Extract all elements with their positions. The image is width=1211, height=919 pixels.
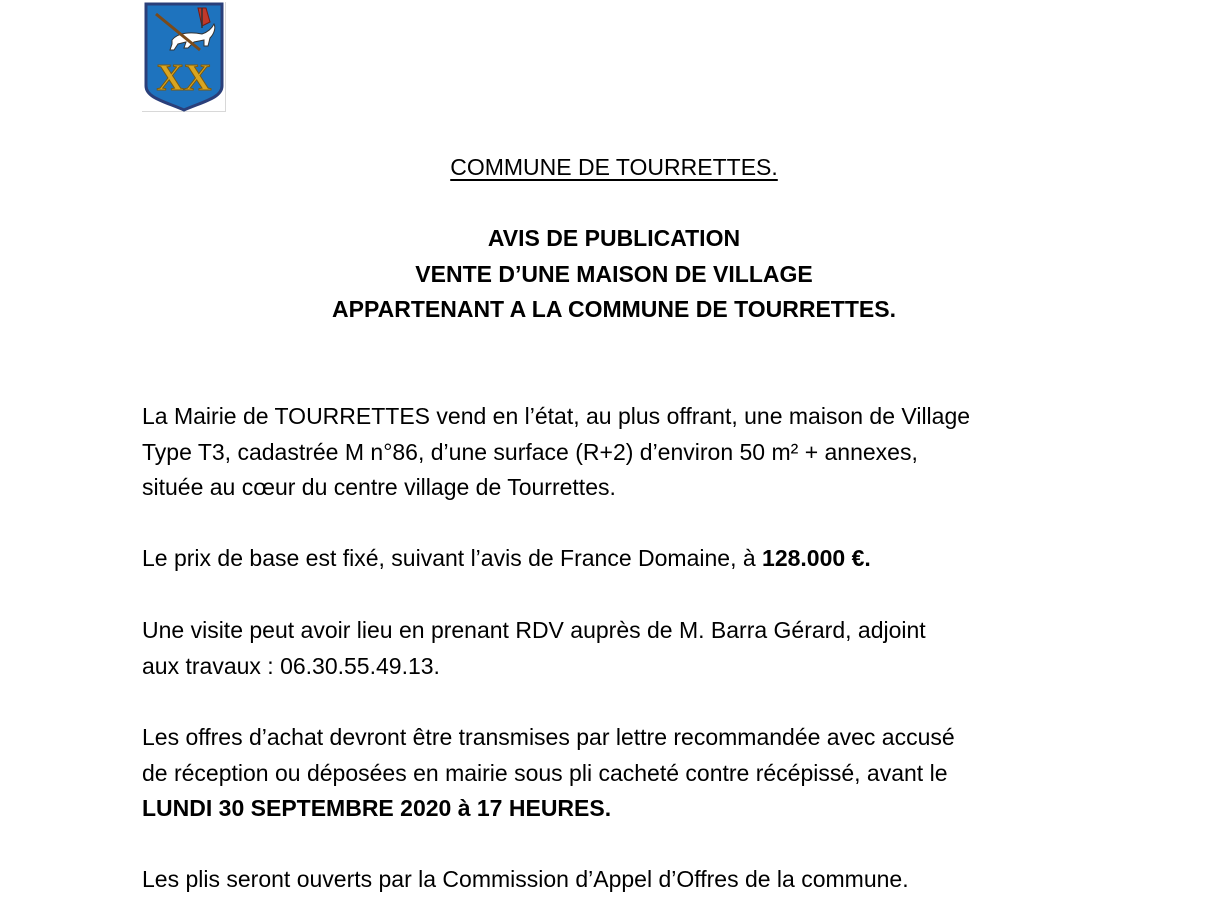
notice-title-line-1: AVIS DE PUBLICATION [487, 225, 741, 251]
paragraph-line: aux travaux : 06.30.55.49.13. [142, 652, 440, 679]
paragraph-line: de réception ou déposées en mairie sous pli cacheté contre récépissé, avant le [142, 759, 948, 786]
paragraph-base-price [142, 541, 1102, 577]
paragraph-opening-commission [142, 862, 1102, 898]
price-intro-text: Le prix de base est fixé, suivant l’avis de France Domaine, à [142, 545, 763, 571]
paragraph-line: Les offres d’achat devront être transmises par lettre recommandée avec accusé [142, 724, 955, 750]
paragraph-line: La Mairie de TOURRETTES vend en l’état, au plus offrant, une maison de Village [142, 403, 971, 429]
notice-title [0, 221, 1211, 328]
paragraph-offer-submission [142, 720, 1102, 827]
commune-heading: COMMUNE DE TOURRETTES. [450, 154, 778, 180]
paragraph-line: Type T3, cadastrée M n°86, d’une surface (R+2) d’environ 50 m² + annexes, [142, 438, 918, 465]
paragraph-visit-contact [142, 613, 1102, 684]
paragraph-line: située au cœur du centre village de Tourrettes. [142, 474, 616, 501]
paragraph-line: Une visite peut avoir lieu en prenant RDV auprès de M. Barra Gérard, adjoint [142, 617, 926, 643]
svg-text:XX: XX [156, 57, 212, 99]
coat-of-arms-icon [142, 2, 226, 112]
notice-title-line-2: VENTE D’UNE MAISON DE VILLAGE [415, 260, 813, 287]
notice-title-line-3: APPARTENANT A LA COMMUNE DE TOURRETTES. [332, 296, 896, 322]
commune-coat-of-arms-logo [142, 2, 226, 112]
submission-deadline: LUNDI 30 SEPTEMBRE 2020 à 17 HEURES. [142, 795, 612, 822]
base-price-value: 128.000 €. [762, 545, 871, 571]
paragraph-line: Les plis seront ouverts par la Commission d’Appel d’Offres de la commune. [142, 866, 909, 892]
paragraph-property-description [142, 399, 1102, 506]
